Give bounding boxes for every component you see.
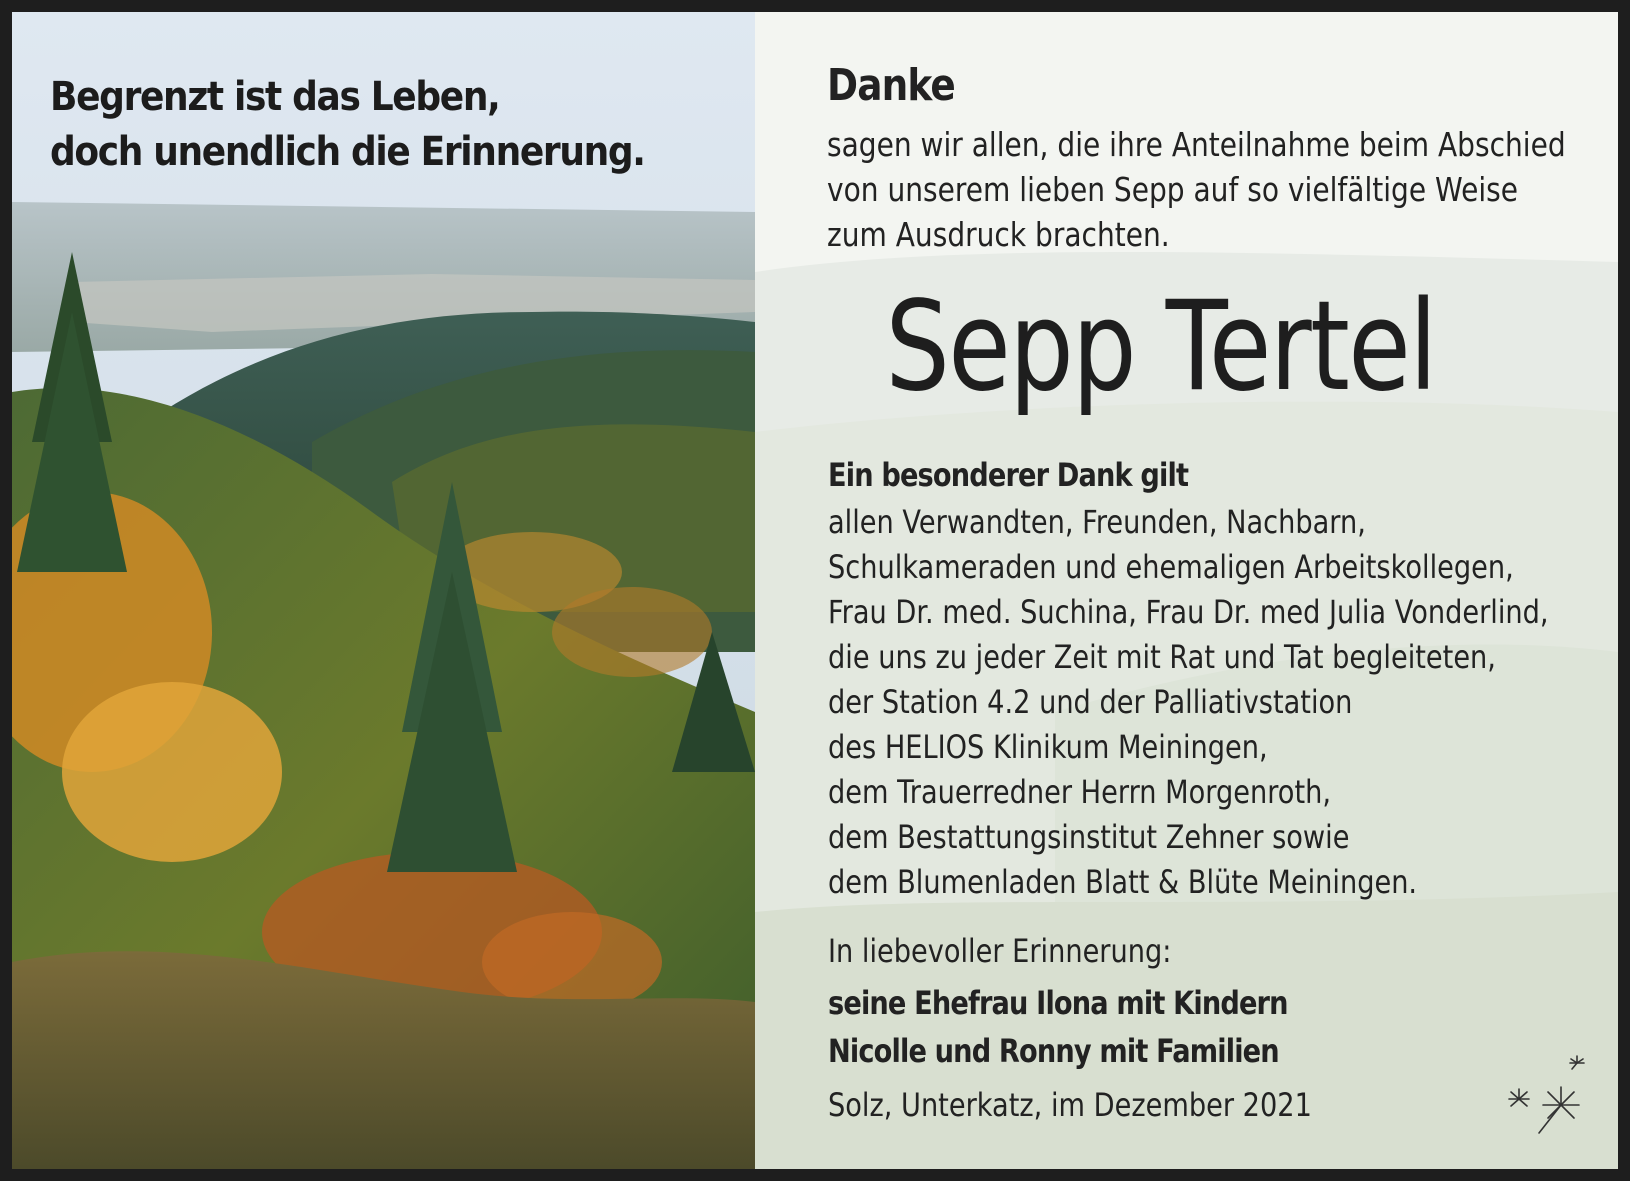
special-thanks-line: Schulkameraden und ehemaligen Arbeitskollegen, — [828, 548, 1514, 586]
special-thanks-line: der Station 4.2 und der Palliativstation — [828, 683, 1353, 721]
special-thanks-line: die uns zu jeder Zeit mit Rat und Tat begleiteten, — [828, 638, 1496, 676]
signatory-line: seine Ehefrau Ilona mit Kindern — [828, 984, 1288, 1022]
thanks-line: zum Ausdruck brachten. — [827, 215, 1170, 254]
motto-line-1: Begrenzt ist das Leben, — [50, 74, 500, 120]
thanks-line: von unserem lieben Sepp auf so vielfältige Weise — [827, 170, 1519, 209]
motto — [50, 70, 645, 180]
landscape-photo — [12, 12, 755, 1169]
special-thanks-list — [828, 500, 1549, 905]
text-panel — [755, 12, 1618, 1169]
closing-intro: In liebevoller Erinnerung: — [828, 932, 1172, 970]
special-thanks-line: dem Trauerredner Herrn Morgenroth, — [828, 773, 1331, 811]
special-thanks-line: des HELIOS Klinikum Meiningen, — [828, 728, 1268, 766]
signatories — [828, 979, 1288, 1075]
motto-line-2: doch unendlich die Erinnerung. — [50, 129, 645, 175]
obituary-card — [12, 12, 1618, 1169]
special-thanks-line: allen Verwandten, Freunden, Nachbarn, — [828, 503, 1366, 541]
deceased-name: Sepp Tertel — [885, 275, 1436, 419]
special-thanks-line: dem Bestattungsinstitut Zehner sowie — [828, 818, 1350, 856]
thanks-heading: Danke — [827, 60, 955, 111]
mountain-forest-landscape-image — [12, 12, 755, 1169]
dandelion-seeds-icon — [1495, 1047, 1605, 1157]
place-date: Solz, Unterkatz, im Dezember 2021 — [828, 1086, 1312, 1124]
special-thanks-line: dem Blumenladen Blatt & Blüte Meiningen. — [828, 863, 1418, 901]
signatory-line: Nicolle und Ronny mit Familien — [828, 1032, 1279, 1070]
special-thanks-heading: Ein besonderer Dank gilt — [828, 456, 1189, 494]
special-thanks-line: Frau Dr. med. Suchina, Frau Dr. med Julia Vonderlind, — [828, 593, 1549, 631]
thanks-text — [827, 122, 1566, 257]
thanks-line: sagen wir allen, die ihre Anteilnahme beim Abschied — [827, 125, 1566, 164]
